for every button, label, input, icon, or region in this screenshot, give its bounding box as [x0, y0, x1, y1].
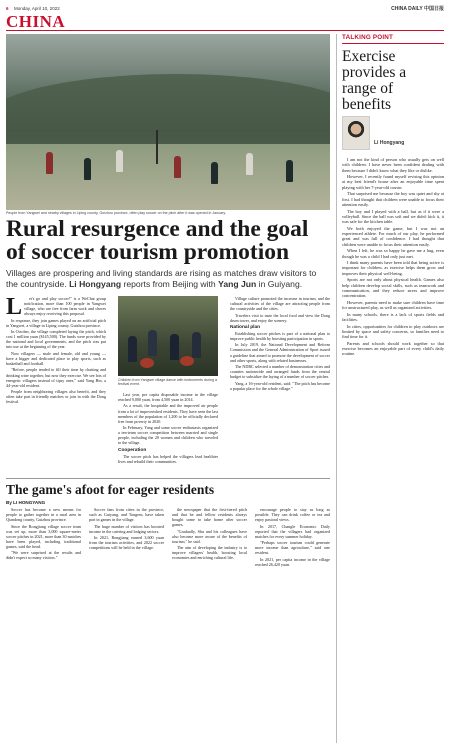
second-column-2: Soccer fans from cities in the province, such as Guiyang, and Tongren, have taken part in games in the village. The huge number of visitors has boosted income in the catering and lodging sectors. In 2021, Rongjiang earned 3,600 yuan from the tourism activities, and 2022 soccer competitions will be held in the village. — [89, 507, 164, 551]
second-article — [6, 507, 330, 743]
lead-photo-caption: People from Yangwei and nearby villages in Liping county, Guizhou province, often play soccer on the pitch after it was opened in January. — [6, 211, 226, 215]
children-photo-caption: Children from Yangwei village dance with instruments during a festival event. — [118, 378, 217, 387]
column-divider — [336, 34, 337, 743]
second-headline: The game's afoot for eager residents — [6, 482, 215, 497]
article-column-3: Village culture promoted the increase in tourism, and the cultural activities of the village are attracting people from the countryside and the cities. Travelers visit to taste the local food and view the Dong drum tower, and enjoy the scenery. National plan Establishing soccer pitches is part of a national plan to improve public health by boosting participation in sports. In July 2019, the National Development and Reform Commission and the General Administration of Sport issued a guideline that aimed to promote the development of soccer and other sports, along with related businesses. The NDRC selected a number of demonstration cities and counties nationwide and arranged funds from the central budget to subsidize the laying of a number of soccer pitches. Yang, a 16-year-old resident, said: "The pitch has become a popular place for the whole village." — [230, 296, 330, 391]
page-number: 6 — [6, 6, 9, 11]
article-column-2: Last year, per capita disposable income in the village reached 9,000 yuan, from 4,500 yuan in 2014. As a result, the hospitable and the improved air people from a lot of impoverished residents. They have seen the last members of the population of 1,200 to be officially declared free from poverty in 2020. In February, Yang and some soccer enthusiasts organized a ten-team soccer competition between married and single people, including the 20 women and children who traveled to the village. Cooperation The soccer pitch has helped the villagers lead healthier lives and rebuild their communities. — [118, 392, 218, 464]
section-header — [6, 11, 444, 31]
article-column-1: L et's go and play soccer!" is a WeChat group notification, more than 100 people in Yangwei village, who are free from farm work and chores always enjoy receiving this proposal. In response, they join games played on an artificial pitch in Yangwei, a village in Liping county, Guizhou province. In October, the village completed laying the pitch, which cost 1 million yuan ($145,500). The funds were provided by the national and local governments, and the pitch was put into use at the beginning of the year. Now villagers — male and female, old and young — have a bigger and dedicated place to play sports, such as basketball and football. "Before, people tended to fill their time by chatting and drinking wine together, but now they exercise. We see lots of energetic villagers instead of tipsy ones," said Yang Bin, a 44-year-old resident. People from neighboring villages also benefit, and they often take part in friendly matches or join in with the Dong festival. — [6, 296, 106, 405]
newspaper-brand: CHINA DAILY 中国日报 — [391, 6, 444, 12]
talking-point — [342, 34, 444, 113]
drop-cap: L — [6, 296, 23, 320]
reporter-name: Li Hongyang — [69, 279, 122, 289]
second-column-4: encourage people to stay as long as possible. They can drink coffee or tea and enjoy pastoral views. In 2017, Changle Economic Daily reported that the villagers had organized matches for every summer holiday. "Perhaps soccer tourism could generate more income than agriculture," said one resident. In 2021, per capita income in the village reached 26,420 yuan. — [255, 507, 330, 567]
talking-point-label: TALKING POINT — [342, 34, 444, 44]
author-portrait — [342, 116, 370, 150]
talking-point-author: Li Hongyang — [374, 140, 405, 146]
second-column-3: the newspaper that the first-tiered pitch and that he and fellow residents always bought some to take home after soccer games. "Gradually, Shu and his colleagues have also become more aware of the benefits of tourism," he said. The aim of developing the industry is to improve villagers' health, boosting local economies and enriching cultural life. — [172, 507, 247, 561]
divider — [6, 478, 330, 479]
subhead: National plan — [230, 324, 261, 330]
talking-point-title: Exercise provides a range of benefits — [342, 47, 407, 113]
subhead: Cooperation — [118, 447, 147, 453]
lead-deck: Villages are prospering and living standards are rising as matches draw visitors to the countryside. Li Hongyang reports from Beijing with Yang Jun in Guiyang. — [6, 268, 317, 289]
lead-headline: Rural resurgence and the goal of soccer tourism promotion — [6, 216, 309, 265]
section-title: CHINA — [6, 12, 66, 31]
issue-date: Monday, April 10, 2022 — [14, 6, 60, 11]
second-column-1: Soccer has become a new means for people to gather together in a rural area in Qiandong county, Guizhou province. Since the Rongjiang village soccer team was set up, more than 3,000 square-meter soccer pitches in 2021, more than 30 matches have been played, including traditional games, said the head. "We were surprised at the results and didn't expect so many visitors." — [6, 507, 81, 561]
lead-photo — [6, 34, 330, 210]
children-dance-photo — [118, 296, 218, 376]
talking-point-body: I am not the kind of person who usually gets on well with children. I have never been confident dealing with them because I didn't know what they like or dislike. However, I recently found myself revising this opinion at my best friend's house after an enjoyable time spent playing with her 7-year-old cousin. That surprised me because the boy was quiet and shy at first. I had thought that children were unable to focus their attention easily. The boy and I played with a ball, but as if it were a volleyball. Since the ball was soft and we didn't kick it, it was safe for the kitchen table. We both enjoyed the game, but I was not an experienced athlete. For much of our play, he performed great and was full of confidence. I had thought that children were unable to focus their attention easily. When I left, he was so happy he gave me a hug, even though he was a child I had only just met. I think many parents have been told that being active is important for children, as exercise helps them grow and improves their physical well-being. Sports are not only about physical health. Games also help children develop social skills, such as teamwork and communication, and they reduce stress and improve concentration. However, parents need to make sure children have time for unstructured play, as well as organized activities. In many schools, there is a lack of sports fields and facilities. In cities, opportunities for children to play outdoors are limited by space and safety concerns, so families need to find time for it. Parents and schools should work together so that exercise becomes an enjoyable part of every child's daily routine. — [342, 157, 444, 357]
second-byline: By LI HONGYANG — [6, 500, 46, 505]
reporter-name-2: Yang Jun — [218, 279, 257, 289]
